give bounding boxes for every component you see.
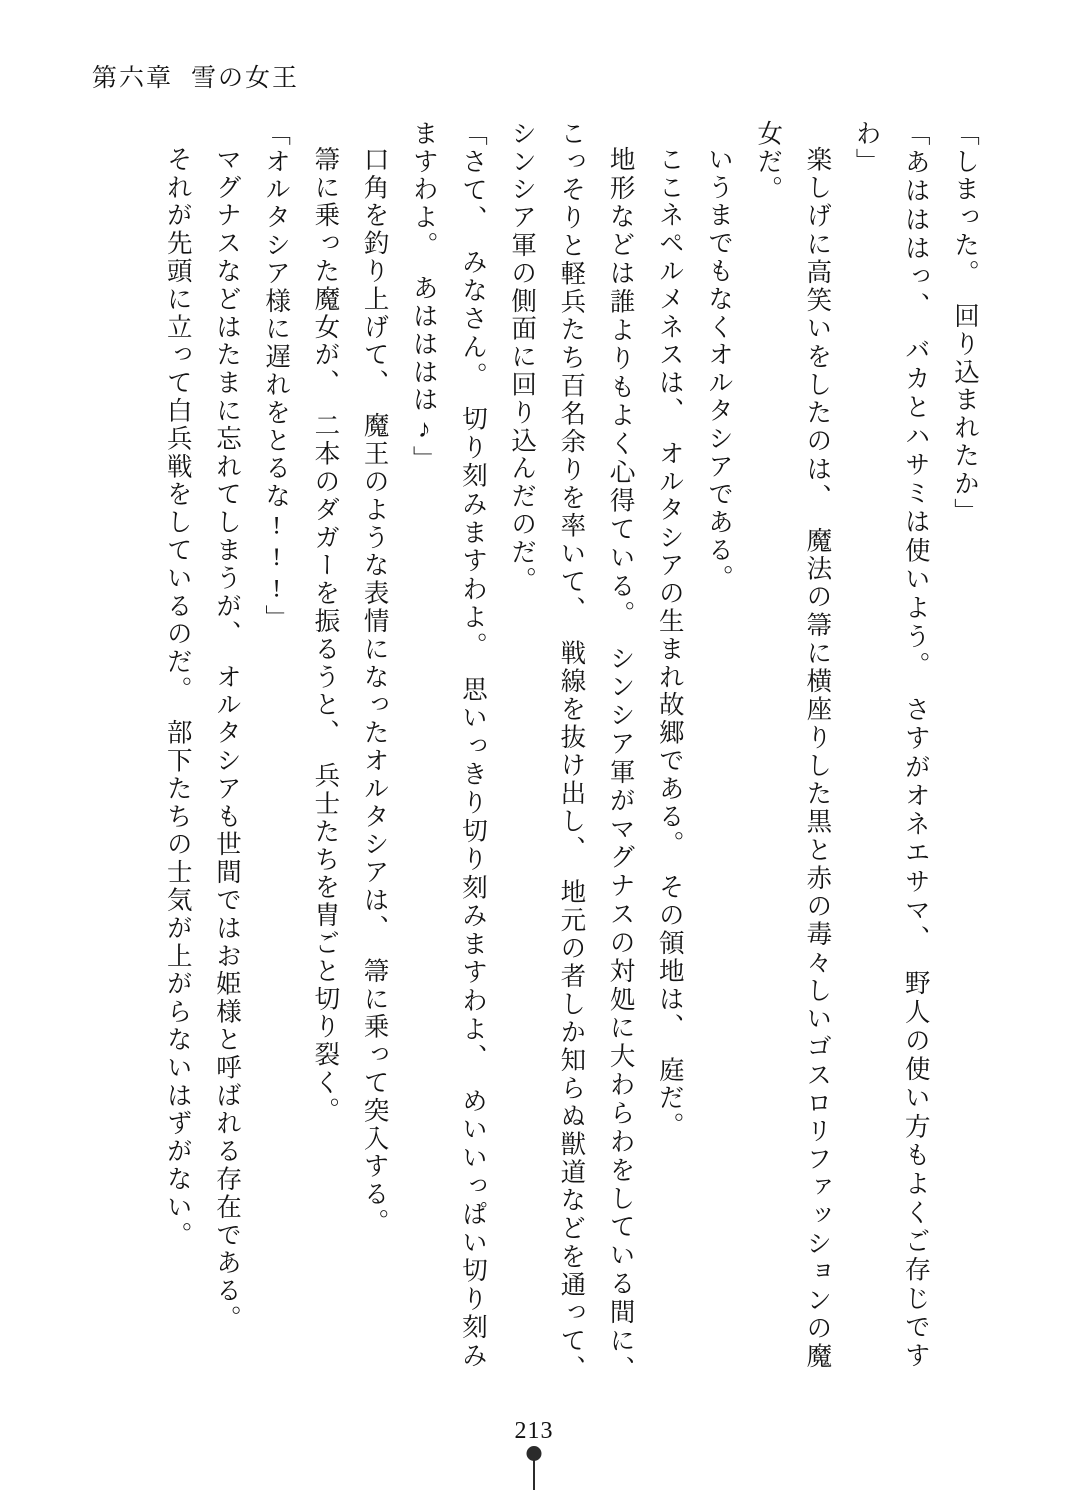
- chapter-number: 第六章: [92, 65, 174, 92]
- paragraph: いうまでもなくオルタシアである。: [704, 145, 734, 592]
- paragraph: 地形などは誰よりもよく心得ている。 シンシア軍がマグナスの対処に大わらわをしている間に、 こっそりと軽兵たち百名余りを率いて、 戦線を抜け出し、 地元の者しか知らぬ獣道などを通って、 シンシア軍の側面に回り込んだのだ。: [508, 120, 636, 1398]
- paragraph: 「しまった。 回り込まれたか」: [951, 120, 980, 526]
- paragraph: 「さて、 みなさん。 切り刻みますわよ。 思いっきり切り刻みますわよ、 めいいっぱい切り刻みますわよ。 あはははは♪」: [409, 120, 488, 1370]
- paragraph: 「あはははっ、 バカとハサミは使いよう。 さすがオネエサマ、 野人の使い方もよくご存じですわ」: [852, 120, 931, 1370]
- paragraph: それが先頭に立って白兵戦をしているのだ。 部下たちの士気が上がらないはずがない。: [163, 145, 193, 1249]
- bookmark-pin-stem: [533, 1460, 535, 1490]
- page-number: 213: [514, 1418, 554, 1444]
- chapter-title: 雪の女王: [191, 65, 300, 92]
- bookmark-pin-dot: [527, 1446, 542, 1461]
- bookmark-pin-icon: [525, 1446, 543, 1488]
- paragraph: 口角を釣り上げて、 魔王のような表情になったオルタシアは、 箒に乗って突入する。: [360, 145, 390, 1236]
- paragraph: マグナスなどはたまに忘れてしまうが、 オルタシアも世間ではお姫様と呼ばれる存在である。: [212, 145, 242, 1333]
- running-head: [92, 58, 299, 94]
- paragraph: 楽しげに高笑いをしたのは、 魔法の箒に横座りした黒と赤の毒々しいゴスロリファッションの魔女だ。: [754, 120, 833, 1370]
- body-text: [110, 120, 990, 1398]
- paragraph: ここネペルメネスは、 オルタシアの生まれ故郷である。 その領地は、 庭だ。: [655, 145, 685, 1140]
- paragraph: 箒に乗った魔女が、 二本のダガーを振るうと、 兵士たちを胄ごと切り裂く。: [311, 145, 341, 1125]
- paragraph: 「オルタシア様に遅れをとるな!!!」: [262, 120, 292, 633]
